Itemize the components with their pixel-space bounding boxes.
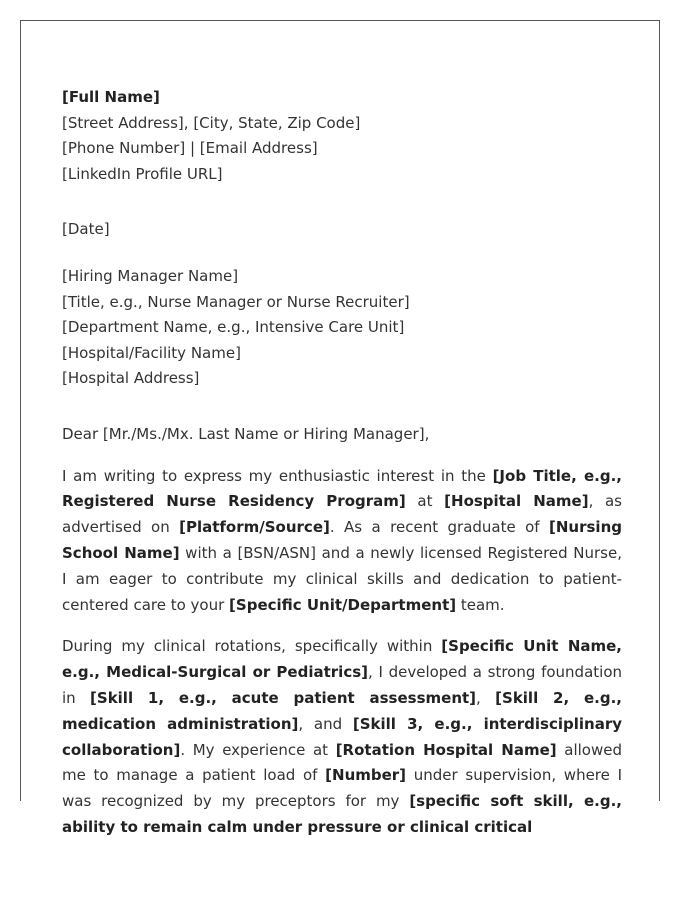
recipient-facility: [Hospital/Facility Name] [62,343,241,362]
text-run: . As a recent graduate of [329,518,550,537]
paragraph-experience [62,634,622,840]
text-run: , and [298,714,353,733]
text-run: I am writing to express my enthusiastic interest in the [62,466,493,485]
letter-page [20,20,660,836]
letter-date: [Date] [62,220,110,239]
text-run: , as advertised on [62,492,622,537]
text-run: During my clinical rotations, specifically within [62,637,442,656]
skill3-placeholder: [Skill 3, e.g., interdisciplinary collaboration] [62,714,623,759]
skill2-placeholder: [Skill 2, e.g., medication administration] [62,688,622,733]
job-title-placeholder: [Job Title, e.g., Registered Nurse Residency Program] [62,466,622,511]
skill1-placeholder: [Skill 1, e.g., acute patient assessment] [90,688,477,707]
sender-name: [Full Name] [62,88,160,106]
text-run: at [405,492,445,511]
spacer [62,187,622,217]
hospital-placeholder: [Hospital Name] [444,492,589,511]
recipient-title: [Title, e.g., Nurse Manager or Nurse Recruiter] [62,292,410,311]
school-placeholder: [Nursing School Name] [62,518,622,562]
spacer [62,618,622,634]
recipient-department: [Department Name, e.g., Intensive Care Unit] [62,318,405,337]
text-run: , I developed a strong foundation in [62,663,623,707]
unit-placeholder: [Specific Unit/Department] [229,595,457,614]
rotation-hospital-placeholder: [Rotation Hospital Name] [335,740,557,759]
platform-placeholder: [Platform/Source] [179,518,330,537]
text-run: under supervision, where I was recognized by my preceptors for my [62,766,622,811]
letter-content [62,85,622,841]
text-run: with a [BSN/ASN] and a newly licensed Registered Nurse, I am eager to contribute my clinical skills and dedication to patient-centered care to your [62,543,622,614]
text-run: allowed me to manage a patient load of [62,740,623,785]
unit-name-placeholder: [Specific Unit Name, e.g., Medical-Surgical or Pediatrics] [62,637,622,682]
recipient-address: [Hospital Address] [62,369,200,388]
sender-contact: [Phone Number] | [Email Address] [62,139,318,158]
sender-linkedin: [LinkedIn Profile URL] [62,164,223,183]
text-run: . My experience at [180,740,336,759]
text-run: team. [456,595,505,614]
sender-address: [Street Address], [City, State, Zip Code] [62,113,361,132]
number-placeholder: [Number] [325,766,407,785]
spacer [62,392,622,422]
recipient-name: [Hiring Manager Name] [62,266,239,285]
salutation: Dear [Mr./Ms./Mx. Last Name or Hiring Manager], [62,424,430,443]
text-run: , [476,688,496,707]
soft-skill-placeholder: [specific soft skill, e.g., ability to remain calm under pressure or clinical critical [62,792,622,836]
paragraph-intro [62,464,622,619]
spacer [62,448,622,464]
spacer [62,243,622,264]
